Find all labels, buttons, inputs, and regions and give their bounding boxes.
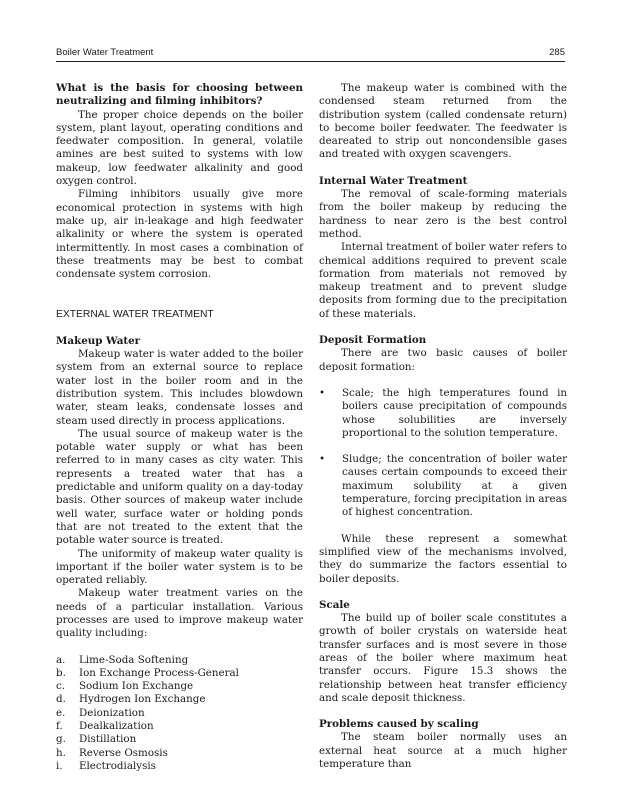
paragraph: While these represent a somewhat simplified view of the mechanisms involved, they do summarize the factors essential to boiler deposits. xyxy=(319,532,567,585)
deposit-causes-list xyxy=(319,453,567,519)
list-item: c. Sodium Ion Exchange xyxy=(56,680,194,693)
spacer xyxy=(319,374,567,387)
header-rule xyxy=(56,61,565,62)
paragraph: Internal treatment of boiler water refers to chemical additions required to prevent scale formation from materials not removed by makeup treatment and to prevent sludge deposits from forming due to the precipitation of these materials. xyxy=(319,241,567,320)
page-number: 285 xyxy=(549,47,565,58)
treatment-methods-list xyxy=(56,654,303,774)
spacer xyxy=(319,162,567,175)
paragraph: Makeup water treatment varies on the needs of a particular installation. Various processes are used to improve makeup water quality including: xyxy=(56,587,303,640)
spacer xyxy=(56,281,303,308)
subheading-internal-water-treatment: Internal Water Treatment xyxy=(319,174,468,187)
bullet-icon: • xyxy=(319,453,326,466)
spacer xyxy=(319,520,567,533)
paragraph: The makeup water is combined with the condensed steam returned from the distribution system (called condensate return) to become boiler feedwater. The feedwater is deareated to strip out noncondensible gases and treated with oxygen scavengers. xyxy=(319,82,567,161)
list-item: e. Deionization xyxy=(56,706,145,719)
paragraph: The usual source of makeup water is the potable water supply or what has been referred to in many cases as city water. This represents a treated water that has a predictable and uniform quality on a day-today basis. Other sources of makeup water include well water, surface water or holding ponds that are not treated to the extent that the potable water source is treated. xyxy=(56,427,303,547)
section-title: EXTERNAL WATER TREATMENT xyxy=(56,309,214,321)
paragraph: The proper choice depends on the boiler system, plant layout, operating conditions and feedwater composition. In general, volatile amines are best suited to systems with low makeup, low feedwater alkalinity and good oxygen control. xyxy=(56,108,303,188)
deposit-causes-list xyxy=(319,387,567,440)
spacer xyxy=(319,705,567,718)
paragraph: The removal of scale-forming materials from the boiler makeup by reducing the hardness to near zero is the best control method. xyxy=(319,188,567,240)
list-item: • Sludge; the concentration of boiler water causes certain compounds to exceed their maximum solubility at a given temperature, forcing precipitation in areas of highest concentration. xyxy=(319,453,567,519)
paragraph: Filming inhibitors usually give more economical protection in systems with high make up, air in-leakage and high feedwater alkalinity or where the system is operated intermittently. In most cases a combination of these treatments may be best to combat condensate system corrosion. xyxy=(56,188,303,281)
list-item: d. Hydrogen Ion Exchange xyxy=(56,693,206,706)
spacer xyxy=(319,440,567,453)
list-item: i. Electrodialysis xyxy=(56,759,156,772)
subheading-scale: Scale xyxy=(319,598,350,611)
right-column xyxy=(319,82,567,771)
left-column xyxy=(56,82,303,773)
list-item: • Scale; the high temperatures found in boilers cause precipitation of compounds whose solubilities are inversely proportional to the solution temperature. xyxy=(319,386,567,439)
list-item: h. Reverse Osmosis xyxy=(56,746,168,759)
paragraph: The steam boiler normally uses an external heat source at a much higher temperature than xyxy=(319,731,567,771)
spacer xyxy=(319,586,567,599)
running-title: Boiler Water Treatment xyxy=(56,47,154,58)
running-header xyxy=(56,47,565,58)
list-item: b. Ion Exchange Process-General xyxy=(56,666,239,679)
question-heading: What is the basis for choosing between neutralizing and filming inhibitors? xyxy=(56,82,303,108)
spacer xyxy=(56,641,303,654)
paragraph: The build up of boiler scale constitutes a growth of boiler crystals on waterside heat transfer surfaces and is most severe in those areas of the boiler where maximum heat transfer occurs. Figure 15.3 shows the relationship between heat transfer efficiency and scale deposit thickness. xyxy=(319,612,567,704)
list-item: f. Dealkalization xyxy=(56,720,154,733)
bullet-icon: • xyxy=(319,386,326,399)
list-item: a. Lime-Soda Softening xyxy=(56,653,189,666)
paragraph: There are two basic causes of boiler deposit formation: xyxy=(319,347,567,373)
spacer xyxy=(319,321,567,334)
subheading-deposit-formation: Deposit Formation xyxy=(319,334,427,347)
spacer xyxy=(56,322,303,335)
paragraph: The uniformity of makeup water quality is important if the boiler water system is to be operated reliably. xyxy=(56,547,303,587)
subheading-problems-scaling: Problems caused by scaling xyxy=(319,718,479,731)
list-item: g. Distillation xyxy=(56,733,137,746)
subheading-makeup-water: Makeup Water xyxy=(56,334,141,347)
paragraph: Makeup water is water added to the boiler system from an external source to replace water lost in the boiler room and in the distribution system. This includes blowdown water, steam leaks, condensate losses and steam used directly in process applications. xyxy=(56,348,303,427)
